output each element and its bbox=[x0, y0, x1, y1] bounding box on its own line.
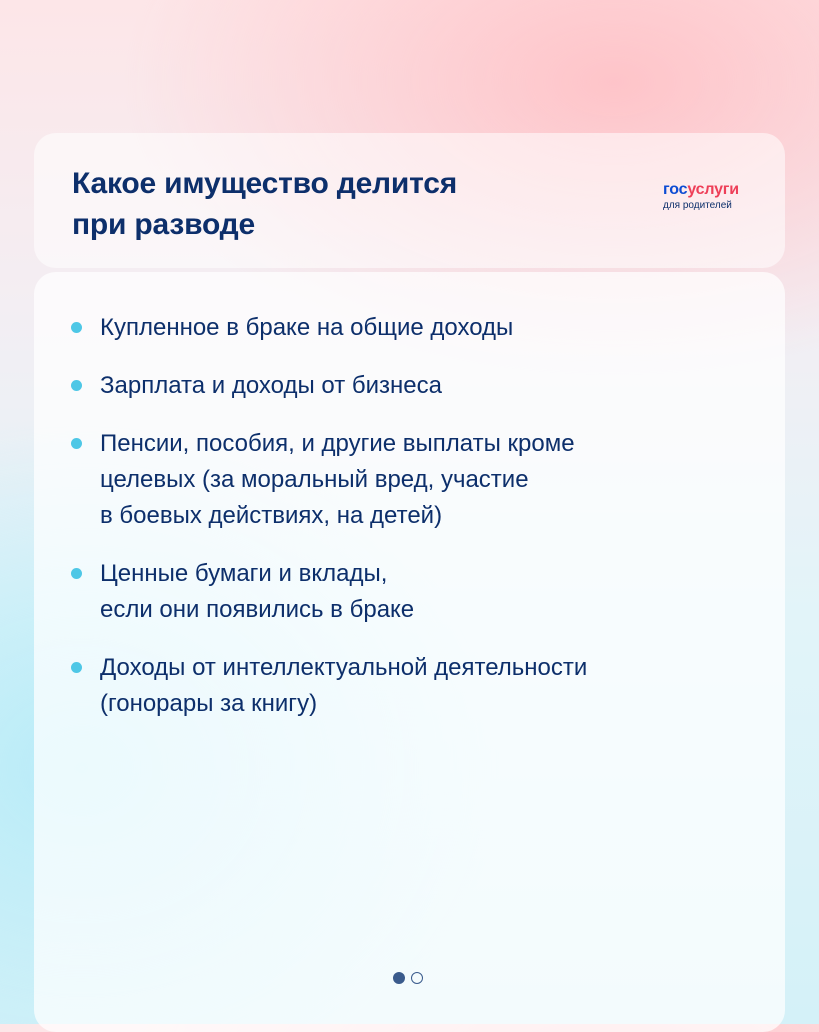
logo-gos-text: гос bbox=[663, 181, 688, 198]
property-list bbox=[100, 310, 740, 744]
list-item bbox=[100, 426, 740, 534]
logo-wordmark bbox=[663, 181, 763, 199]
page-dot-2[interactable] bbox=[411, 972, 423, 984]
list-item-text: Доходы от интеллектуальной деятельности (гонорары за книгу) bbox=[100, 654, 588, 717]
page-dot-1-active[interactable] bbox=[393, 972, 405, 984]
logo-subtitle: для родителей bbox=[663, 200, 732, 211]
pagination-dots bbox=[393, 972, 429, 986]
list-item-text: Ценные бумаги и вклады, если они появились в браке bbox=[100, 560, 415, 623]
header-card bbox=[34, 133, 785, 268]
page-title: Какое имущество делится при разводе bbox=[72, 167, 458, 241]
list-item-text: Пенсии, пособия, и другие выплаты кроме целевых (за моральный вред, участие в боевых действиях, на детей) bbox=[100, 430, 575, 529]
list-item-text: Зарплата и доходы от бизнеса bbox=[100, 372, 442, 399]
bullet-dot-icon bbox=[71, 380, 82, 391]
logo-uslugi-text: услуги bbox=[687, 181, 739, 198]
bullet-dot-icon bbox=[71, 568, 82, 579]
list-item bbox=[100, 556, 740, 628]
list-item-text: Купленное в браке на общие доходы bbox=[100, 314, 514, 341]
list-item bbox=[100, 368, 740, 404]
list-item bbox=[100, 650, 740, 722]
gosuslugi-logo bbox=[663, 181, 763, 212]
content-card bbox=[34, 272, 785, 1032]
list-item bbox=[100, 310, 740, 346]
bullet-dot-icon bbox=[71, 438, 82, 449]
bullet-dot-icon bbox=[71, 322, 82, 333]
bullet-dot-icon bbox=[71, 662, 82, 673]
